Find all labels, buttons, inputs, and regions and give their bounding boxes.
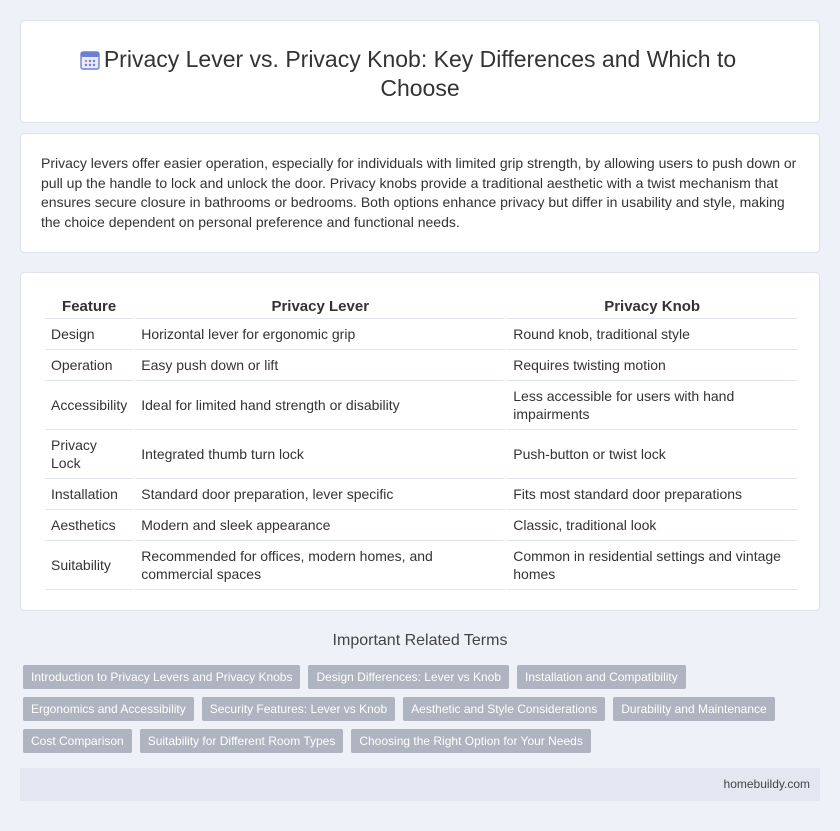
column-header-privacy-knob: Privacy Knob [507,295,797,319]
page-title: Privacy Lever vs. Privacy Knob: Key Differences and Which to Choose [103,46,737,101]
knob-cell: Push-button or twist lock [507,430,797,479]
related-term-tag[interactable]: Cost Comparison [23,729,132,753]
related-term-tag[interactable]: Security Features: Lever vs Knob [202,697,395,721]
feature-cell: Accessibility [45,381,133,430]
related-term-tag[interactable]: Design Differences: Lever vs Knob [308,665,509,689]
related-term-tag[interactable]: Durability and Maintenance [613,697,774,721]
footer [20,768,820,801]
lever-cell: Horizontal lever for ergonomic grip [135,319,505,350]
related-term-tag[interactable]: Installation and Compatibility [517,665,686,689]
knob-cell: Classic, traditional look [507,510,797,541]
feature-cell: Design [45,319,133,350]
related-term-tag[interactable]: Suitability for Different Room Types [140,729,344,753]
table-header-row [45,295,797,319]
feature-cell: Privacy Lock [45,430,133,479]
related-term-tag[interactable]: Introduction to Privacy Levers and Privacy Knobs [23,665,300,689]
comparison-table-card [20,272,820,611]
column-header-feature: Feature [45,295,133,319]
knob-cell: Less accessible for users with hand impairments [507,381,797,430]
knob-cell: Fits most standard door preparations [507,479,797,510]
footer-site-link[interactable]: homebuildy.com [723,777,810,791]
lever-cell: Standard door preparation, lever specific [135,479,505,510]
table-row [45,350,797,381]
lever-cell: Recommended for offices, modern homes, and commercial spaces [135,541,505,590]
lever-cell: Ideal for limited hand strength or disability [135,381,505,430]
comparison-table [43,295,799,590]
related-terms-list [23,665,823,761]
lever-cell: Modern and sleek appearance [135,510,505,541]
feature-cell: Operation [45,350,133,381]
feature-cell: Installation [45,479,133,510]
lever-cell: Easy push down or lift [135,350,505,381]
knob-cell: Common in residential settings and vintage homes [507,541,797,590]
feature-cell: Aesthetics [45,510,133,541]
intro-paragraph: Privacy levers offer easier operation, especially for individuals with limited grip strength, by allowing users to push down or pull up the handle to lock and unlock the door. Privacy knobs provide a traditional aesthetic with a twist mechanism that ensures secure closure in bathrooms or bedrooms. Both options enhance privacy but differ in usability and style, making the choice dependent on personal preference and functional needs. [41,155,797,230]
table-row [45,319,797,350]
table-row [45,479,797,510]
column-header-privacy-lever: Privacy Lever [135,295,505,319]
related-term-tag[interactable]: Ergonomics and Accessibility [23,697,194,721]
table-row [45,381,797,430]
knob-cell: Round knob, traditional style [507,319,797,350]
table-row [45,430,797,479]
related-term-tag[interactable]: Choosing the Right Option for Your Needs [351,729,590,753]
intro-card [20,133,820,253]
related-terms-heading: Important Related Terms [332,632,508,649]
table-row [45,510,797,541]
table-row [45,541,797,590]
knob-cell: Requires twisting motion [507,350,797,381]
lever-cell: Integrated thumb turn lock [135,430,505,479]
related-term-tag[interactable]: Aesthetic and Style Considerations [403,697,605,721]
feature-cell: Suitability [45,541,133,590]
title-card [20,20,820,123]
